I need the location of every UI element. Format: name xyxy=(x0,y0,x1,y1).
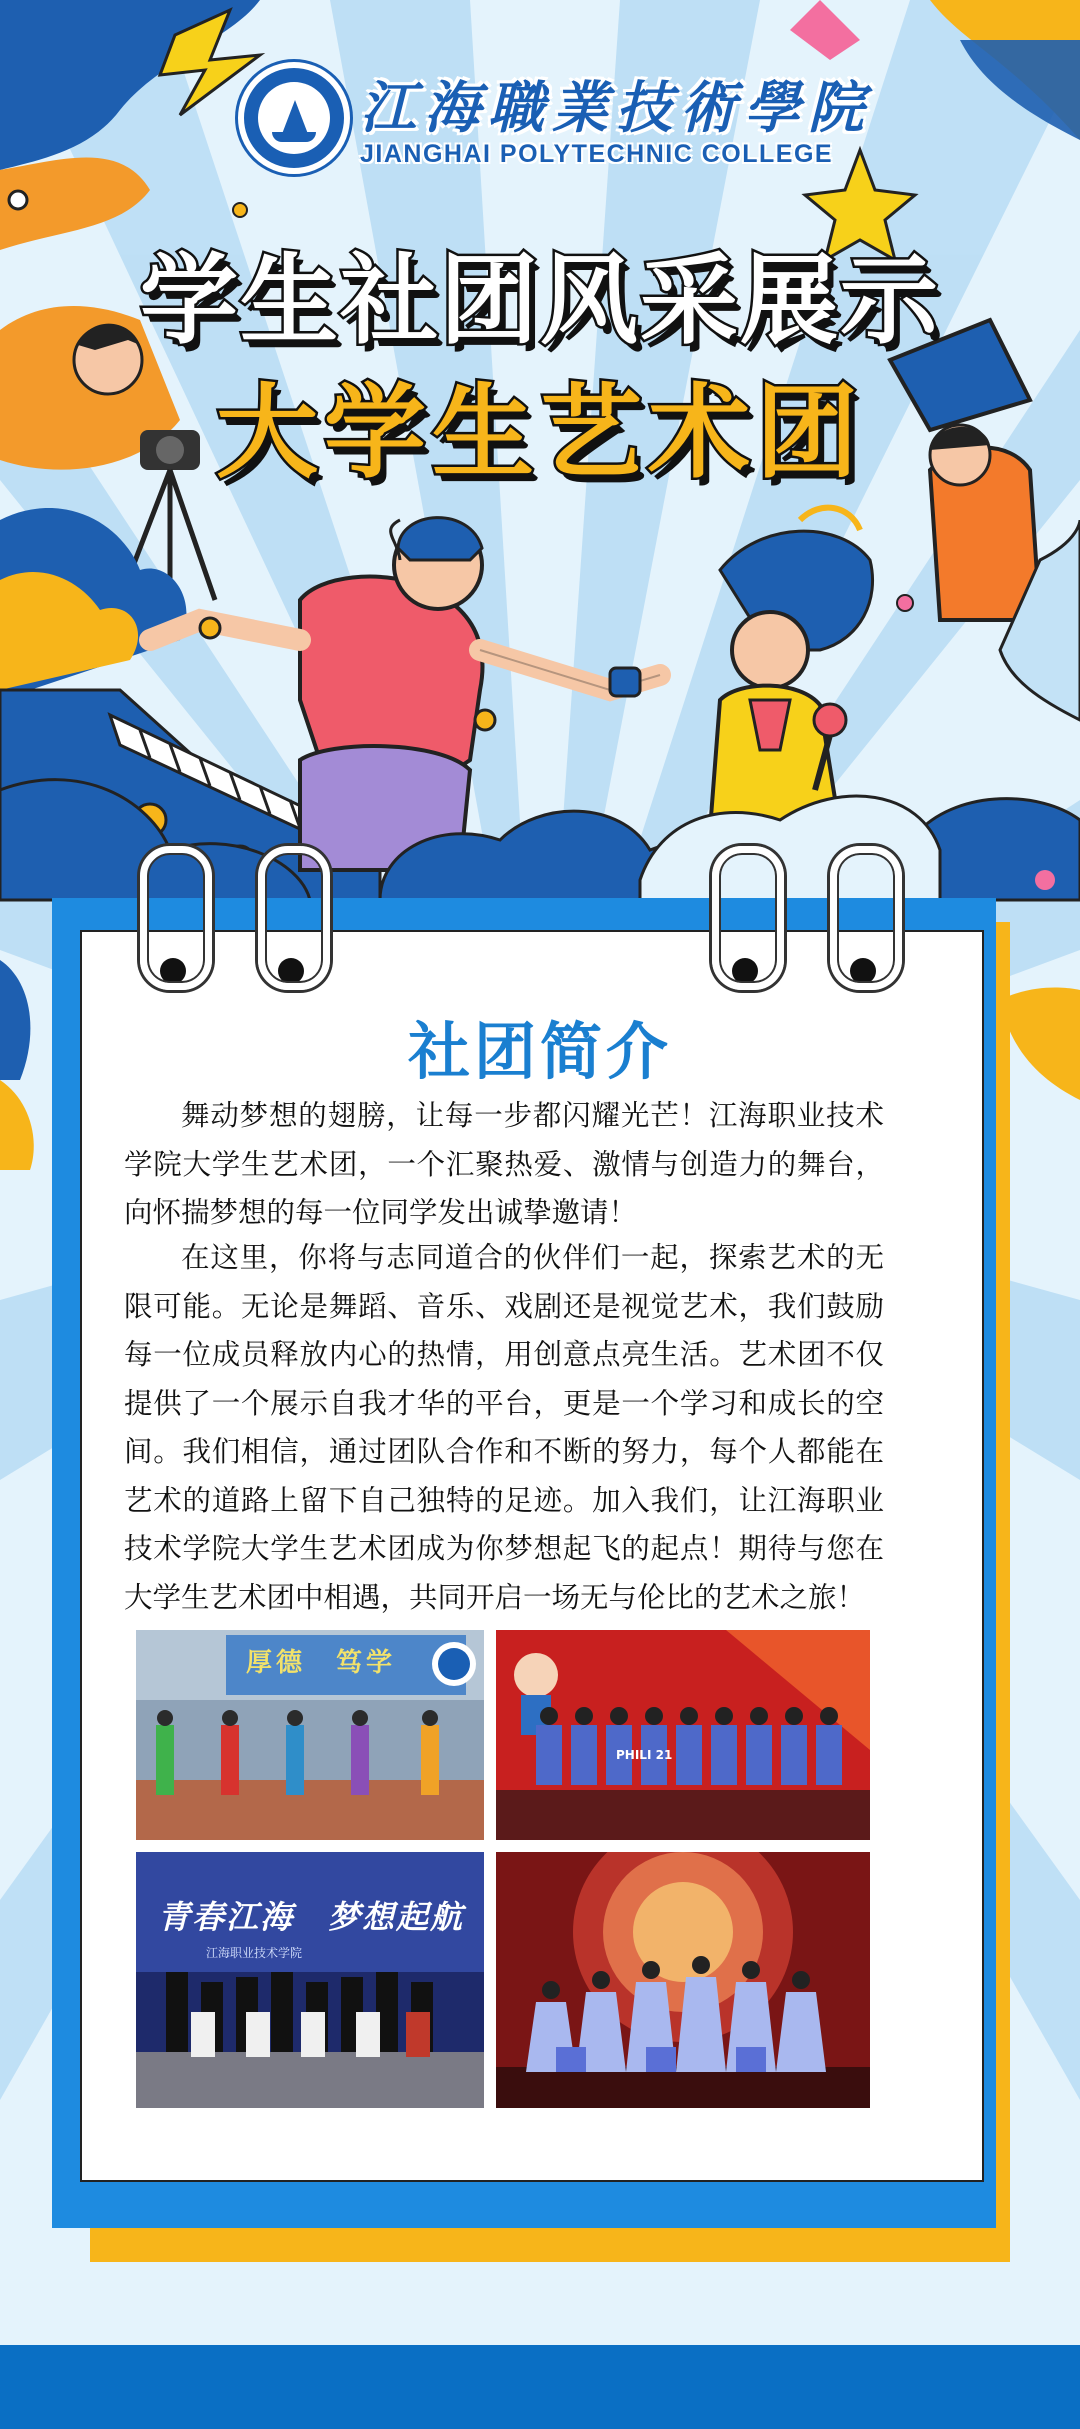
sub-title: 大学生艺术团 xyxy=(216,374,864,493)
binder-ring-icon xyxy=(712,846,784,990)
college-name-en: JIANGHAI POLYTECHNIC COLLEGE xyxy=(360,140,834,168)
intro-paragraph-2: 在这里，你将与志同道合的伙伴们一起，探索艺术的无限可能。无论是舞蹈、音乐、戏剧还是视觉艺术，我们鼓励每一位成员释放内心的热情，用创意点亮生活。艺术团不仅提供了一个展示自我才华的平台，更是一个学习和成长的空间。我们相信，通过团队合作和不断的努力，每个人都能在艺术的道路上留下自己独特的足迹。加入我们，让江海职业技术学院大学生艺术团成为你梦想起飞的起点！期待与您在大学生艺术团中相遇，共同开启一场无与伦比的艺术之旅！ xyxy=(124,1241,884,1614)
ship-icon xyxy=(282,100,308,134)
college-name-cn: 江海職業技術學院 xyxy=(360,75,872,141)
college-logo xyxy=(238,62,350,174)
binder-ring-icon xyxy=(140,846,212,990)
photo1-sign: 厚德 笃学 xyxy=(246,1648,397,1678)
binder-ring-icon xyxy=(830,846,902,990)
intro-paragraph-1: 舞动梦想的翅膀，让每一步都闪耀光芒！江海职业技术学院大学生艺术团，一个汇聚热爱、激情与创造力的舞台，向怀揣梦想的每一位同学发出诚挚邀请！ xyxy=(124,1099,884,1229)
photo2-jersey: PHILI 21 xyxy=(616,1748,673,1762)
main-title: 学生社团风采展示 xyxy=(139,244,940,358)
bottom-band xyxy=(0,2345,1080,2429)
photo-stage-jerseys xyxy=(496,1630,870,1840)
section-title: 社团简介 xyxy=(407,1015,672,1088)
binder-ring-icon xyxy=(258,846,330,990)
photo3-caption: 江海职业技术学院 xyxy=(206,1946,303,1960)
photo-dance-outdoor xyxy=(136,1630,484,1840)
photo3-banner: 青春江海 梦想起航 xyxy=(158,1898,465,1936)
photo-group-dance xyxy=(136,1852,484,2108)
photo-classical-dance xyxy=(496,1852,870,2108)
